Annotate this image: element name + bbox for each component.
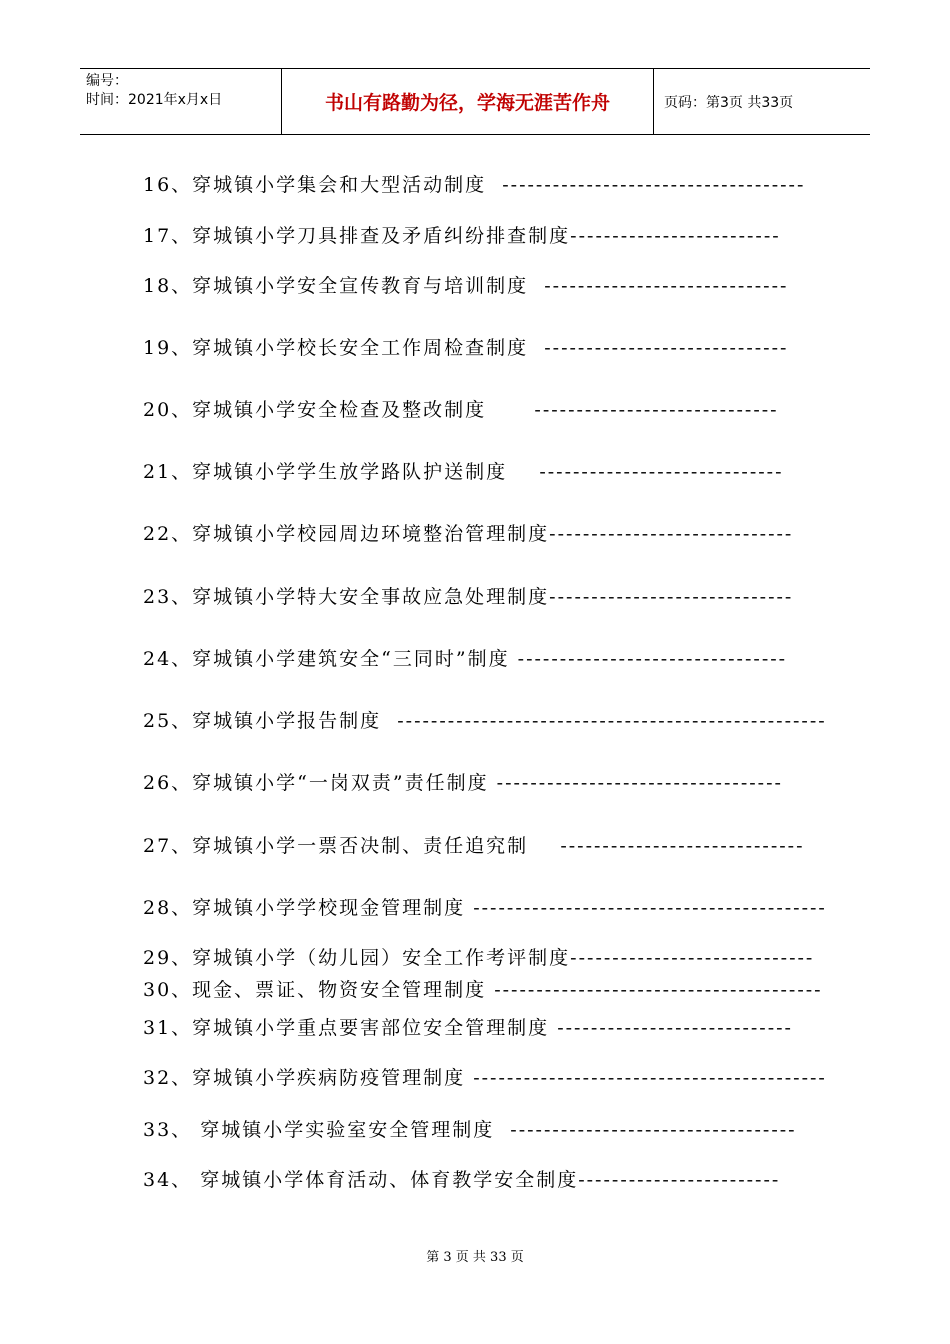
toc-entry: 34、 穿城镇小学体育活动、体育教学安全制度------------------------ [143, 1169, 781, 1191]
header-meta [80, 69, 282, 134]
toc-entry: 32、穿城镇小学疾病防疫管理制度 ------------------------------------------ [143, 1067, 827, 1089]
document-date: 时间：2021年x月x日 [86, 92, 223, 108]
page-footer: 第 3 页 共 33 页 [426, 1250, 524, 1265]
page-header [80, 68, 870, 135]
toc-entry: 30、现金、票证、物资安全管理制度 --------------------------------------- [143, 979, 823, 1001]
document-number-label: 编号： [86, 73, 128, 89]
toc-entry: 28、穿城镇小学学校现金管理制度 ------------------------------------------ [143, 897, 827, 919]
toc-entry: 22、穿城镇小学校园周边环境整治管理制度----------------------------- [143, 523, 794, 545]
toc-entry: 20、穿城镇小学安全检查及整改制度 ----------------------------- [143, 399, 779, 421]
toc-entry: 23、穿城镇小学特大安全事故应急处理制度----------------------------- [143, 586, 794, 608]
toc-entry: 19、穿城镇小学校长安全工作周检查制度 ----------------------------- [143, 337, 789, 359]
toc-entry: 17、穿城镇小学刀具排查及矛盾纠纷排查制度------------------------- [143, 225, 781, 247]
toc-entry: 29、穿城镇小学（幼儿园）安全工作考评制度----------------------------- [143, 947, 815, 969]
toc-entry: 21、穿城镇小学学生放学路队护送制度 ----------------------------- [143, 461, 784, 483]
toc-entry: 31、穿城镇小学重点要害部位安全管理制度 ---------------------------- [143, 1017, 793, 1039]
toc-entry: 25、穿城镇小学报告制度 --------------------------------------------------- [143, 710, 827, 732]
header-motto: 书山有路勤为径，学海无涯苦作舟 [282, 69, 654, 134]
header-page-info: 页码：第3页 共33页 [664, 94, 794, 111]
toc-entry: 24、穿城镇小学建筑安全“三同时”制度 -------------------------------- [143, 648, 788, 670]
toc-entry: 18、穿城镇小学安全宣传教育与培训制度 ----------------------------- [143, 275, 789, 297]
toc-entry: 27、穿城镇小学一票否决制、责任追究制 ----------------------------- [143, 835, 805, 857]
toc-entry: 16、穿城镇小学集会和大型活动制度 ------------------------------------ [143, 174, 806, 196]
toc-entry: 33、 穿城镇小学实验室安全管理制度 ---------------------------------- [143, 1119, 797, 1141]
toc-entry: 26、穿城镇小学“一岗双责”责任制度 ---------------------------------- [143, 772, 783, 794]
